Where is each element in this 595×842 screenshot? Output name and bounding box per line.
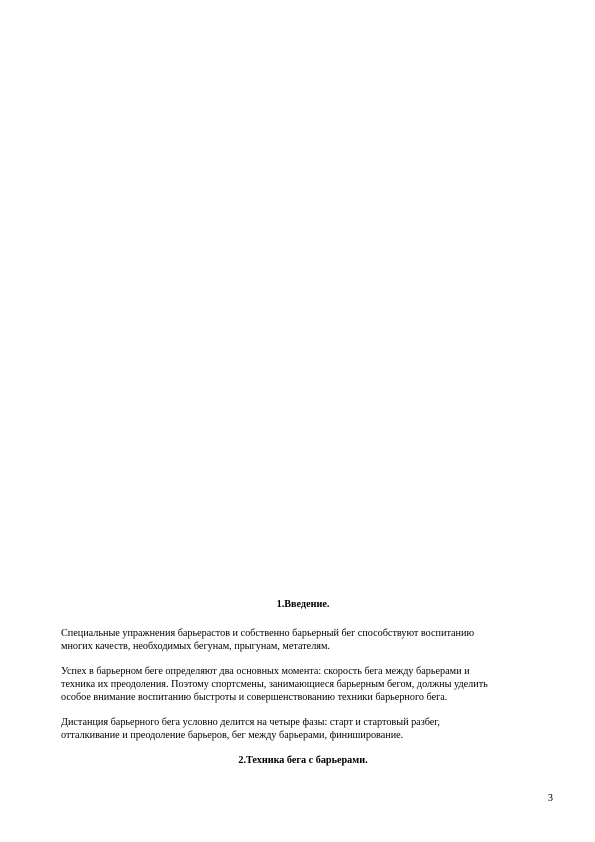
paragraph-special-exercises [58,627,548,653]
paragraph-distance-phases [58,716,548,742]
page-number: 3 [547,793,553,804]
section-heading-technique: 2.Техника бега с барьерами. [238,755,368,766]
section-heading-introduction: 1.Введение. [276,599,330,610]
paragraph-line: особое внимание воспитанию быстроты и совершенствованию техники барьерного бега. [61,692,448,703]
paragraph-line: отталкивание и преодоление барьеров, бег между барьерами, финиширование. [61,730,404,741]
paragraph-line: многих качеств, необходимых бегунам, прыгунам, метателям. [61,641,330,652]
page-content [58,598,548,767]
paragraph-line: Специальные упражнения барьерастов и собственно барьерный бег способствуют воспитанию [61,628,475,639]
paragraph-line: Успех в барьерном беге определяют два основных момента: скорость бега между барьерами и [61,666,470,677]
paragraph-line: Дистанция барьерного бега условно делится на четыре фазы: старт и стартовый разбег, [61,717,440,728]
paragraph-line: техника их преодоления. Поэтому спортсмены, занимающиеся барьерным бегом, должны уделить [61,679,488,690]
paragraph-success-factors [58,665,548,704]
